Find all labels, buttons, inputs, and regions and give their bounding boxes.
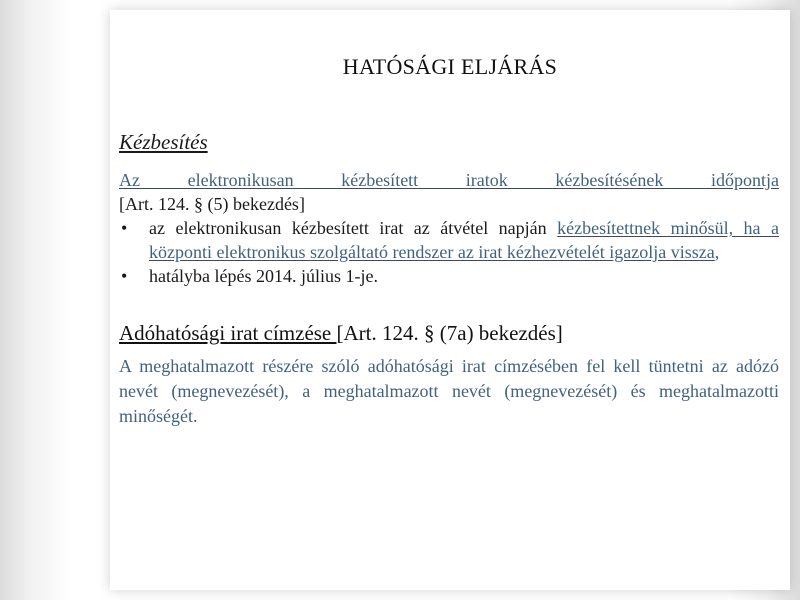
bullet-icon: • [121,266,128,286]
section-heading-adohatosagi [119,318,779,348]
section-heading-kezbesites: Kézbesítés [119,130,208,154]
bullet1-plain-text: az elektronikusan kézbesített irat az átvétel napján [149,218,558,238]
list-item [119,264,779,288]
bullet1-tail: , [714,242,720,262]
section2-heading-ref: [Art. 124. § (7a) bekezdés] [336,321,563,345]
slide-title: HATÓSÁGI ELJÁRÁS [342,54,558,79]
slide-content [119,124,779,429]
list-item [119,216,779,264]
section1-bullet-list [119,216,779,288]
bullet2-text: hatályba lépés 2014. július 1-je. [149,266,378,286]
intro-article-ref: [Art. 124. § (5) bekezdés] [119,194,305,214]
section1-intro [119,168,779,216]
bullet-icon: • [121,218,128,238]
section2-heading-underlined: Adóhatósági irat címzése [119,321,337,345]
section2-body: A meghatalmazott részére szóló adóhatósági irat címzésében fel kell tüntetni az adózó nevét (megnevezését), a meghatalmazott nevét (megnevezését) és meghatalmazotti minőségét. [119,356,779,426]
intro-link-line[interactable]: Az elektronikusan kézbesített iratok kézbesítésének időpontja [119,170,779,190]
bullet1-link[interactable]: kézbesítettnek minősül, ha a központi elektronikus szolgáltató rendszer az irat kézhezvételét igazolja vissza [149,218,779,262]
